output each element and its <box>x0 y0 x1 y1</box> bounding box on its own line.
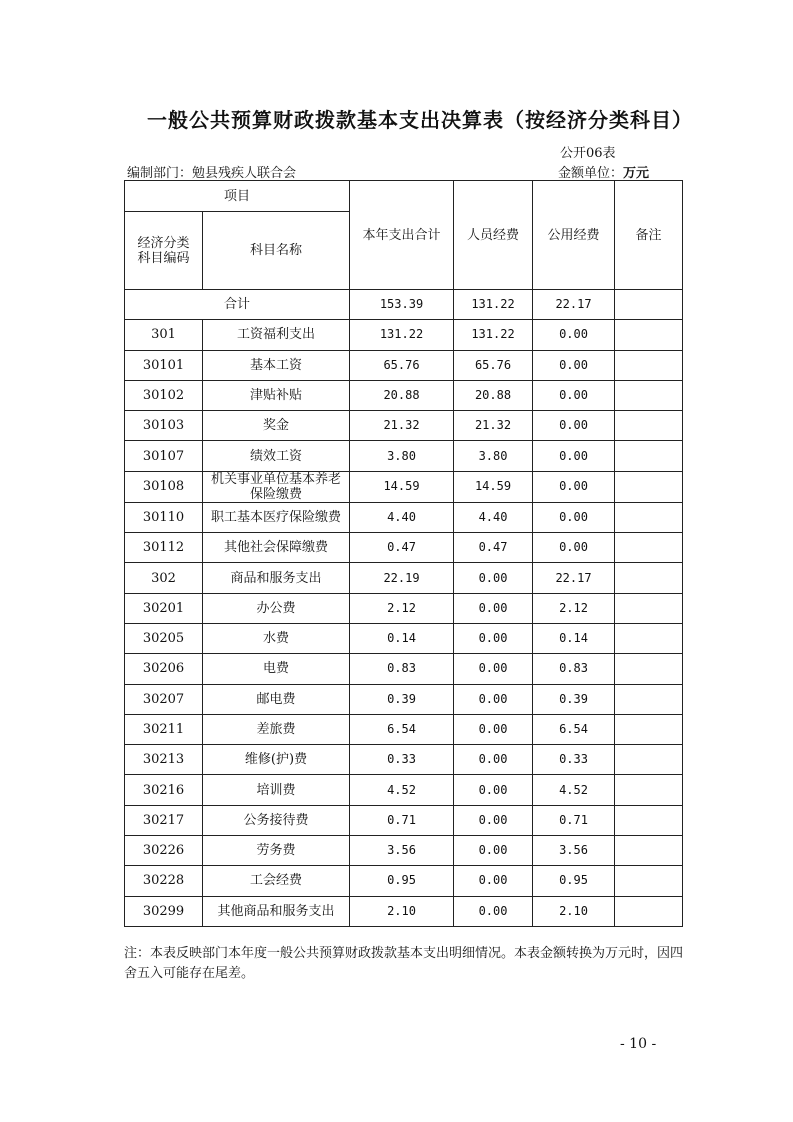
row-code: 302 <box>125 563 203 593</box>
table-row <box>125 380 683 410</box>
row-personnel: 0.00 <box>454 593 533 623</box>
row-code: 30207 <box>125 684 203 714</box>
row-remark <box>615 502 683 532</box>
row-personnel: 0.00 <box>454 866 533 896</box>
row-code: 30112 <box>125 533 203 563</box>
row-code: 30101 <box>125 350 203 380</box>
row-remark <box>615 380 683 410</box>
row-public: 0.39 <box>533 684 615 714</box>
row-total: 2.10 <box>350 896 454 926</box>
row-personnel: 3.80 <box>454 441 533 471</box>
table-row <box>125 805 683 835</box>
row-subject-name: 其他社会保障缴费 <box>203 533 350 563</box>
row-public: 0.83 <box>533 654 615 684</box>
table-row <box>125 533 683 563</box>
page-number: - 10 - <box>620 1036 657 1052</box>
total-personnel: 131.22 <box>454 290 533 320</box>
row-subject-name: 办公费 <box>203 593 350 623</box>
row-total: 21.32 <box>350 411 454 441</box>
row-remark <box>615 745 683 775</box>
header-remark: 备注 <box>615 181 683 290</box>
row-total: 0.47 <box>350 533 454 563</box>
row-public: 2.12 <box>533 593 615 623</box>
total-amount: 153.39 <box>350 290 454 320</box>
table-row <box>125 623 683 653</box>
department-label: 编制部门：勉县残疾人联合会 <box>127 166 297 181</box>
header-econ-code: 经济分类 科目编码 <box>125 212 203 290</box>
row-total: 3.56 <box>350 836 454 866</box>
row-total: 131.22 <box>350 320 454 350</box>
row-code: 301 <box>125 320 203 350</box>
row-remark <box>615 593 683 623</box>
row-subject-name: 公务接待费 <box>203 805 350 835</box>
row-code: 30103 <box>125 411 203 441</box>
table-row <box>125 593 683 623</box>
row-subject-name: 商品和服务支出 <box>203 563 350 593</box>
table-row <box>125 471 683 502</box>
row-public: 0.00 <box>533 533 615 563</box>
row-subject-name: 邮电费 <box>203 684 350 714</box>
total-public: 22.17 <box>533 290 615 320</box>
row-code: 30102 <box>125 380 203 410</box>
row-code: 30206 <box>125 654 203 684</box>
row-subject-name: 绩效工资 <box>203 441 350 471</box>
row-subject-name: 其他商品和服务支出 <box>203 896 350 926</box>
row-total: 22.19 <box>350 563 454 593</box>
table-row <box>125 745 683 775</box>
page-title: 一般公共预算财政拨款基本支出决算表（按经济分类科目） <box>147 108 693 132</box>
header-subject-name: 科目名称 <box>203 212 350 290</box>
row-remark <box>615 654 683 684</box>
row-personnel: 0.00 <box>454 745 533 775</box>
row-subject-name: 职工基本医疗保险缴费 <box>203 502 350 532</box>
footnote: 注：本表反映部门本年度一般公共预算财政拨款基本支出明细情况。本表金额转换为万元时，因四舍五入可能存在尾差。 <box>124 946 684 981</box>
row-total: 65.76 <box>350 350 454 380</box>
table-row <box>125 350 683 380</box>
row-code: 30108 <box>125 471 203 502</box>
row-subject-name: 基本工资 <box>203 350 350 380</box>
row-public: 0.00 <box>533 411 615 441</box>
row-personnel: 0.00 <box>454 775 533 805</box>
row-subject-name: 工会经费 <box>203 866 350 896</box>
row-personnel: 21.32 <box>454 411 533 441</box>
total-row <box>125 290 683 320</box>
row-remark <box>615 533 683 563</box>
row-code: 30110 <box>125 502 203 532</box>
header-row-1 <box>125 181 683 212</box>
row-subject-name: 水费 <box>203 623 350 653</box>
row-total: 0.39 <box>350 684 454 714</box>
table-row <box>125 684 683 714</box>
row-total: 20.88 <box>350 380 454 410</box>
row-remark <box>615 411 683 441</box>
row-subject-name: 电费 <box>203 654 350 684</box>
row-personnel: 0.00 <box>454 896 533 926</box>
row-total: 6.54 <box>350 714 454 744</box>
expenditure-table <box>124 180 683 927</box>
row-code: 30216 <box>125 775 203 805</box>
row-total: 2.12 <box>350 593 454 623</box>
form-number: 公开06表 <box>560 146 616 161</box>
row-code: 30226 <box>125 836 203 866</box>
row-remark <box>615 623 683 653</box>
row-public: 22.17 <box>533 563 615 593</box>
row-total: 0.83 <box>350 654 454 684</box>
row-personnel: 4.40 <box>454 502 533 532</box>
row-personnel: 14.59 <box>454 471 533 502</box>
row-total: 0.71 <box>350 805 454 835</box>
row-subject-name: 维修(护)费 <box>203 745 350 775</box>
row-public: 0.14 <box>533 623 615 653</box>
row-total: 14.59 <box>350 471 454 502</box>
row-remark <box>615 320 683 350</box>
table-row <box>125 502 683 532</box>
row-remark <box>615 775 683 805</box>
table-row <box>125 775 683 805</box>
row-remark <box>615 441 683 471</box>
row-public: 0.00 <box>533 502 615 532</box>
header-personnel: 人员经费 <box>454 181 533 290</box>
table-row <box>125 563 683 593</box>
row-remark <box>615 866 683 896</box>
row-total: 4.40 <box>350 502 454 532</box>
row-remark <box>615 896 683 926</box>
row-code: 30299 <box>125 896 203 926</box>
row-personnel: 65.76 <box>454 350 533 380</box>
row-personnel: 20.88 <box>454 380 533 410</box>
row-public: 0.95 <box>533 866 615 896</box>
row-personnel: 0.00 <box>454 654 533 684</box>
row-code: 30228 <box>125 866 203 896</box>
row-total: 0.14 <box>350 623 454 653</box>
table-row <box>125 411 683 441</box>
row-code: 30201 <box>125 593 203 623</box>
table-row <box>125 441 683 471</box>
table-row <box>125 866 683 896</box>
row-public: 3.56 <box>533 836 615 866</box>
row-remark <box>615 350 683 380</box>
row-total: 0.33 <box>350 745 454 775</box>
row-subject-name: 培训费 <box>203 775 350 805</box>
row-code: 30205 <box>125 623 203 653</box>
row-total: 4.52 <box>350 775 454 805</box>
table-row <box>125 714 683 744</box>
total-label: 合计 <box>125 290 350 320</box>
row-public: 2.10 <box>533 896 615 926</box>
row-remark <box>615 805 683 835</box>
row-subject-name: 机关事业单位基本养老保险缴费 <box>203 471 350 502</box>
row-total: 3.80 <box>350 441 454 471</box>
row-public: 0.00 <box>533 441 615 471</box>
amount-unit <box>558 162 649 181</box>
row-personnel: 0.47 <box>454 533 533 563</box>
row-personnel: 0.00 <box>454 623 533 653</box>
row-subject-name: 津贴补贴 <box>203 380 350 410</box>
row-public: 0.00 <box>533 350 615 380</box>
row-subject-name: 劳务费 <box>203 836 350 866</box>
amount-unit-value: 万元 <box>623 166 650 181</box>
row-code: 30217 <box>125 805 203 835</box>
header-project: 项目 <box>125 181 350 212</box>
row-code: 30107 <box>125 441 203 471</box>
amount-unit-label: 金额单位： <box>558 166 624 181</box>
row-personnel: 0.00 <box>454 805 533 835</box>
row-remark <box>615 563 683 593</box>
row-public: 0.00 <box>533 320 615 350</box>
row-subject-name: 差旅费 <box>203 714 350 744</box>
row-personnel: 0.00 <box>454 684 533 714</box>
table-row <box>125 896 683 926</box>
row-personnel: 131.22 <box>454 320 533 350</box>
row-code: 30211 <box>125 714 203 744</box>
row-personnel: 0.00 <box>454 836 533 866</box>
row-public: 6.54 <box>533 714 615 744</box>
row-public: 0.71 <box>533 805 615 835</box>
row-remark <box>615 471 683 502</box>
row-remark <box>615 714 683 744</box>
row-public: 0.00 <box>533 380 615 410</box>
total-remark <box>615 290 683 320</box>
row-public: 0.00 <box>533 471 615 502</box>
row-total: 0.95 <box>350 866 454 896</box>
table-row <box>125 836 683 866</box>
row-subject-name: 奖金 <box>203 411 350 441</box>
header-public: 公用经费 <box>533 181 615 290</box>
row-code: 30213 <box>125 745 203 775</box>
row-personnel: 0.00 <box>454 563 533 593</box>
row-remark <box>615 836 683 866</box>
table-row <box>125 320 683 350</box>
row-personnel: 0.00 <box>454 714 533 744</box>
row-remark <box>615 684 683 714</box>
header-total: 本年支出合计 <box>350 181 454 290</box>
row-public: 4.52 <box>533 775 615 805</box>
table-row <box>125 654 683 684</box>
row-public: 0.33 <box>533 745 615 775</box>
row-subject-name: 工资福利支出 <box>203 320 350 350</box>
